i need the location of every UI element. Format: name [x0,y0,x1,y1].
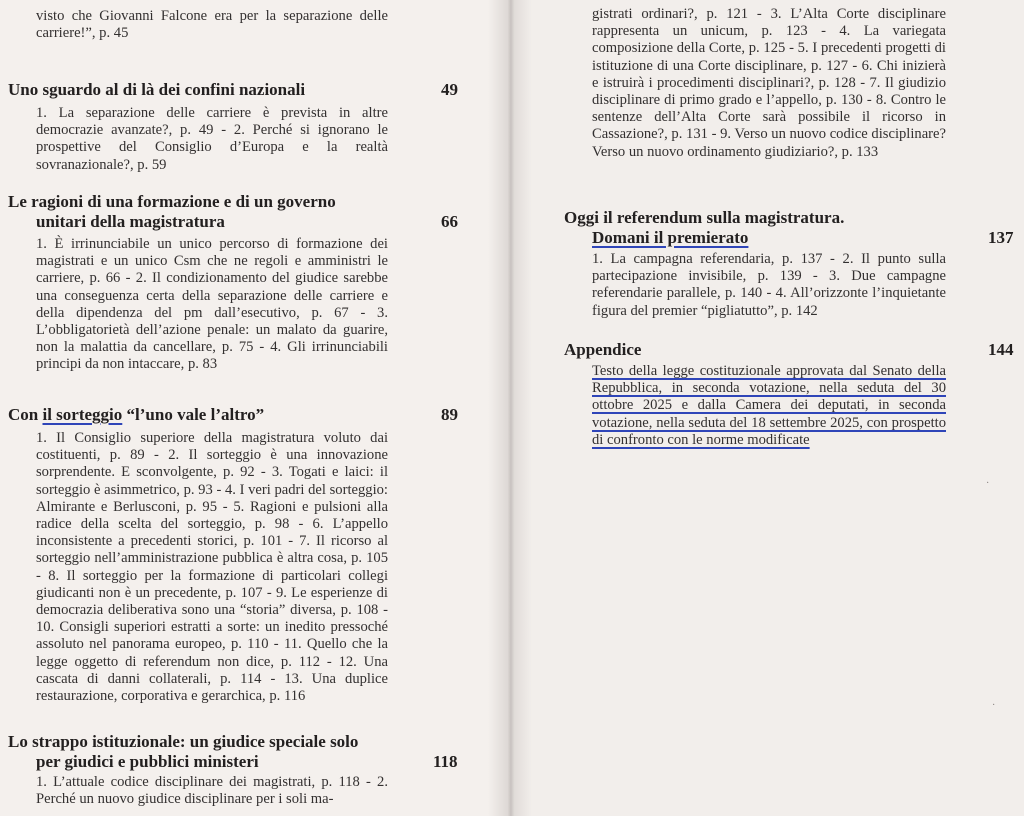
page-number: 144 [988,340,1014,359]
toc-entry [8,405,468,425]
carryover-text: gistrati ordinari?, p. 121 - 3. L’Alta Corte disciplinare rappresenta un unicum, p. 123 - 4. La variegata composizione della Corte, p. 125 - 5. I precedenti progetti di istituzione di una Corte disciplinare, p. 127 - 6. Chi inizierà e istruirà i procedimenti disciplinari?, p. 128 - 7. Il giudizio disciplinare di primo grado e l’appello, p. 130 - 8. Contro le sentenze dell’Alta Corte sarà possibile il ricorso in Cassazione?, p. 131 - 9. Verso un nuovo codice disciplinare? Verso un nuovo ordinamento giudiziario?, p. 133 [592,6,946,160]
section-title: Uno sguardo al di là dei confini nazionali [8,80,306,99]
section-title-line2: per giudici e pubblici ministeri [36,752,259,771]
toc-entry [564,208,1016,248]
section-title [8,405,468,425]
section-body: 1. Il Consiglio superiore della magistratura voluto dai costituenti, p. 89 - 2. Il sorteggio è una innovazione sorprendente. E sconvolgente, p. 92 - 3. Togati e laici: il sorteggio è asimmetrico, p. 93 - 4. I veri padri del sorteggio: Almirante e Berlusconi, p. 95 - 5. Ragioni e pulsioni alla radice della scelta del sorteggio, p. 98 - 6. L’appello inconsistente a precedenti storici, p. 101 - 7. Il ricorso al sorteggio nell’amministrazione pubblica è altra cosa, p. 105 - 8. Il sorteggio per la formazione di particolari collegi giudicanti non è un precedente, p. 107 - 9. Le esperienze di democrazia deliberativa sono una “storia” diversa, p. 108 - 10. Consigli superiori estratti a sorte: un inedito pressoché assoluto nel panorama europeo, p. 110 - 11. Quello che la legge oggetto di referendum non dice, p. 112 - 12. Una cascata di danni collaterali, p. 114 - 13. Una duplice restaurazione, corporativa e gerarchica, p. 116 [36,430,388,705]
section-title-post: “l’uno vale l’altro” [122,405,265,424]
section-title-line1: Le ragioni di una formazione e di un governo [8,192,336,211]
right-page [508,0,1024,816]
section-title [8,192,468,232]
section-body: 1. La separazione delle carriere è prevista in altre democrazie avanzate?, p. 49 - 2. Perché si ignorano le prospettive del Consiglio d’Europa e la realtà sovranazionale?, p. 59 [36,105,388,173]
section-title-line2: Domani il premierato [592,228,749,247]
page-number: 89 [441,405,458,424]
section-title: Appendice [564,340,642,359]
page-number: 137 [988,228,1014,247]
left-page [0,0,508,816]
paper-speck: · [986,478,990,489]
paper-speck: · [992,700,996,711]
section-body: 1. È irrinunciabile un unico percorso di formazione dei magistrati e un unico Csm che ne regoli e amministri le carriere, p. 66 - 2. Il condizionamento del giudice sarebbe una conseguenza certa della separazione delle carriere e della dipendenza del pm dall’esecutivo, p. 67 - 3. L’obbligatorietà dell’azione penale: un malato da guarire, non la malattia da cancellare, p. 75 - 4. Gli irrinunciabili principi da non intaccare, p. 83 [36,236,388,373]
book-gutter [488,0,532,816]
section-title-line1: Oggi il referendum sulla magistratura. [564,208,845,227]
underlined-text: il sorteggio [42,405,123,424]
carryover-text: visto che Giovanni Falcone era per la separazione delle carriere!”, p. 45 [36,8,388,42]
section-title-line1: Lo strappo istituzionale: un giudice speciale solo [8,732,359,751]
section-title [8,732,468,772]
toc-entry [8,732,468,772]
page-number: 49 [441,80,458,99]
section-title-line2: unitari della magistratura [36,212,225,231]
toc-entry [564,340,1016,360]
section-body: 1. La campagna referendaria, p. 137 - 2. Il punto sulla partecipazione invisibile, p. 139 - 3. Due campagne referendarie parallele, p. 140 - 4. All’orizzonte l’inquietante figura del premier “pigliatutto”, p. 142 [592,251,946,319]
page-number: 66 [441,212,458,231]
section-body: 1. L’attuale codice disciplinare dei magistrati, p. 118 - 2. Perché un nuovo giudice disciplinare per i soli ma- [36,774,388,808]
page-number: 118 [433,752,458,771]
toc-entry [8,192,468,232]
section-body: Testo della legge costituzionale approvata dal Senato della Repubblica, in seconda votazione, nella seduta del 30 ottobre 2025 e dalla Camera dei deputati, in seconda votazione, nella seduta del 18 settembre 2025, con prospetto di confronto con le norme modificate [592,363,946,448]
toc-entry [8,80,468,100]
section-title-pre: Con [8,405,43,424]
section-title [564,208,1016,248]
